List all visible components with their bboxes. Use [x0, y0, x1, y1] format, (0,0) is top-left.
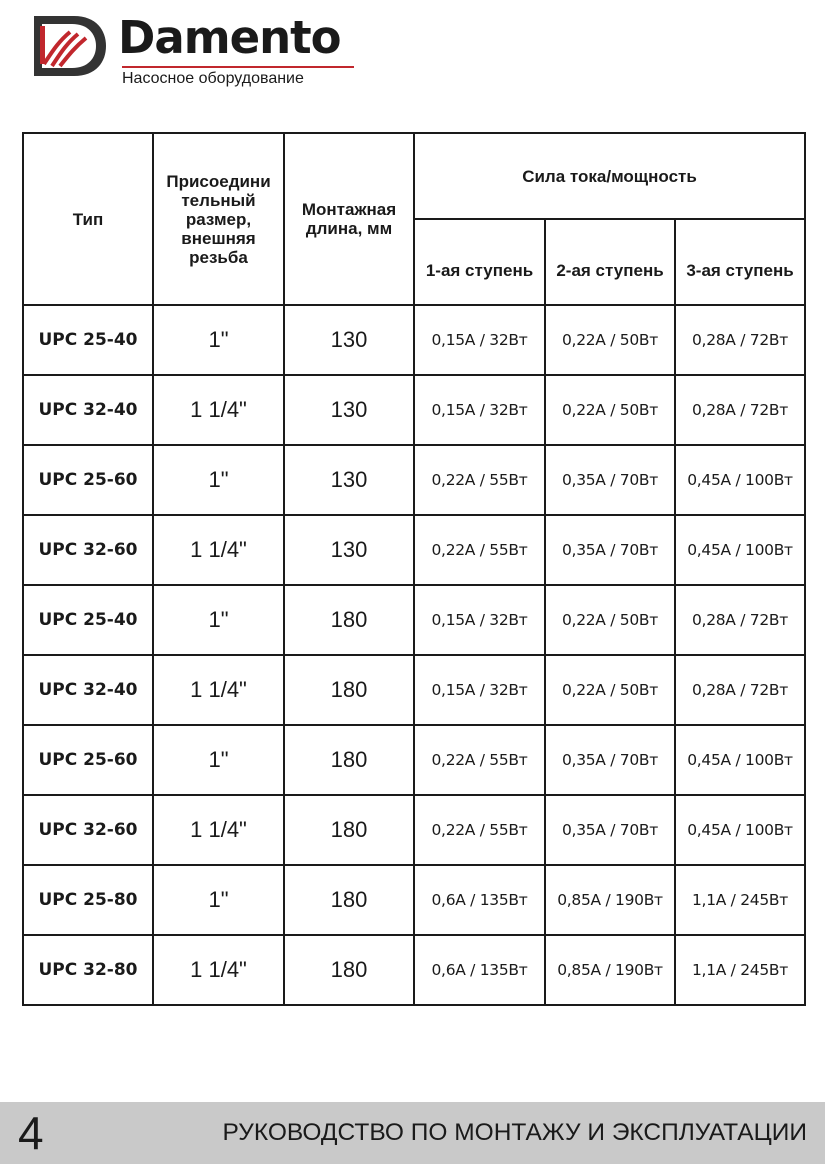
- cell-type: UPC 32-80: [23, 935, 153, 1005]
- cell-connection: 1 1/4": [153, 935, 284, 1005]
- cell-type: UPC 25-60: [23, 445, 153, 515]
- cell-speed-2: 0,22А / 50Вт: [545, 305, 675, 375]
- page-number: 4: [18, 1107, 44, 1159]
- cell-speed-2: 0,35А / 70Вт: [545, 515, 675, 585]
- cell-connection: 1 1/4": [153, 375, 284, 445]
- cell-speed-1: 0,6А / 135Вт: [414, 865, 545, 935]
- header-type: Тип: [23, 133, 153, 305]
- cell-speed-2: 0,22А / 50Вт: [545, 655, 675, 725]
- table-row: [23, 935, 805, 1005]
- cell-speed-1: 0,15А / 32Вт: [414, 655, 545, 725]
- cell-speed-3: 0,45А / 100Вт: [675, 515, 805, 585]
- cell-speed-1: 0,22А / 55Вт: [414, 515, 545, 585]
- cell-type: UPC 32-40: [23, 375, 153, 445]
- header-connection: Присоедини тельный размер, внешняя резьба: [153, 133, 284, 305]
- table-row: [23, 445, 805, 515]
- cell-speed-1: 0,6А / 135Вт: [414, 935, 545, 1005]
- brand-tagline: Насосное оборудование: [122, 70, 304, 87]
- cell-length: 130: [284, 445, 414, 515]
- header-speed-2: 2-ая ступень: [545, 219, 675, 305]
- cell-length: 180: [284, 725, 414, 795]
- brand-logo: [30, 10, 360, 87]
- cell-length: 180: [284, 935, 414, 1005]
- header-speed-1: 1-ая ступень: [414, 219, 545, 305]
- cell-length: 180: [284, 795, 414, 865]
- cell-speed-1: 0,22А / 55Вт: [414, 725, 545, 795]
- cell-speed-3: 0,28А / 72Вт: [675, 585, 805, 655]
- cell-speed-1: 0,15А / 32Вт: [414, 375, 545, 445]
- cell-connection: 1": [153, 305, 284, 375]
- table-row: [23, 795, 805, 865]
- cell-connection: 1 1/4": [153, 515, 284, 585]
- cell-speed-3: 0,28А / 72Вт: [675, 375, 805, 445]
- table-row: [23, 585, 805, 655]
- damento-logo-icon: [30, 12, 108, 80]
- table-row: [23, 375, 805, 445]
- cell-type: UPC 25-40: [23, 305, 153, 375]
- cell-type: UPC 25-80: [23, 865, 153, 935]
- cell-connection: 1": [153, 865, 284, 935]
- cell-length: 180: [284, 585, 414, 655]
- cell-speed-3: 0,45А / 100Вт: [675, 445, 805, 515]
- page-footer: [0, 1102, 825, 1164]
- cell-speed-2: 0,22А / 50Вт: [545, 375, 675, 445]
- cell-speed-3: 1,1А / 245Вт: [675, 865, 805, 935]
- cell-speed-1: 0,15А / 32Вт: [414, 585, 545, 655]
- header-speed-3: 3-ая ступень: [675, 219, 805, 305]
- cell-connection: 1 1/4": [153, 795, 284, 865]
- cell-speed-2: 0,85А / 190Вт: [545, 935, 675, 1005]
- cell-speed-2: 0,35А / 70Вт: [545, 445, 675, 515]
- cell-speed-1: 0,22А / 55Вт: [414, 445, 545, 515]
- cell-type: UPC 25-60: [23, 725, 153, 795]
- cell-connection: 1": [153, 725, 284, 795]
- cell-connection: 1": [153, 445, 284, 515]
- cell-length: 180: [284, 655, 414, 725]
- cell-speed-2: 0,35А / 70Вт: [545, 725, 675, 795]
- header-power-group: Сила тока/мощность: [414, 133, 805, 219]
- cell-type: UPC 25-40: [23, 585, 153, 655]
- cell-speed-1: 0,22А / 55Вт: [414, 795, 545, 865]
- table-row: [23, 515, 805, 585]
- cell-speed-3: 0,28А / 72Вт: [675, 305, 805, 375]
- table-row: [23, 305, 805, 375]
- cell-speed-2: 0,22А / 50Вт: [545, 585, 675, 655]
- header-length: Монтажная длина, мм: [284, 133, 414, 305]
- brand-underline: [122, 66, 354, 68]
- cell-speed-2: 0,85А / 190Вт: [545, 865, 675, 935]
- table-row: [23, 725, 805, 795]
- cell-speed-2: 0,35А / 70Вт: [545, 795, 675, 865]
- cell-connection: 1": [153, 585, 284, 655]
- cell-speed-3: 1,1А / 245Вт: [675, 935, 805, 1005]
- cell-length: 130: [284, 305, 414, 375]
- cell-speed-3: 0,45А / 100Вт: [675, 795, 805, 865]
- cell-connection: 1 1/4": [153, 655, 284, 725]
- pump-spec-table: [22, 132, 806, 1006]
- cell-type: UPC 32-60: [23, 515, 153, 585]
- cell-speed-1: 0,15А / 32Вт: [414, 305, 545, 375]
- cell-type: UPC 32-40: [23, 655, 153, 725]
- cell-speed-3: 0,45А / 100Вт: [675, 725, 805, 795]
- table-row: [23, 655, 805, 725]
- cell-length: 130: [284, 515, 414, 585]
- table-row: [23, 865, 805, 935]
- cell-length: 130: [284, 375, 414, 445]
- brand-name: Damento: [118, 11, 341, 64]
- manual-title: РУКОВОДСТВО ПО МОНТАЖУ И ЭКСПЛУАТАЦИИ: [222, 1119, 807, 1146]
- cell-speed-3: 0,28А / 72Вт: [675, 655, 805, 725]
- cell-length: 180: [284, 865, 414, 935]
- cell-type: UPC 32-60: [23, 795, 153, 865]
